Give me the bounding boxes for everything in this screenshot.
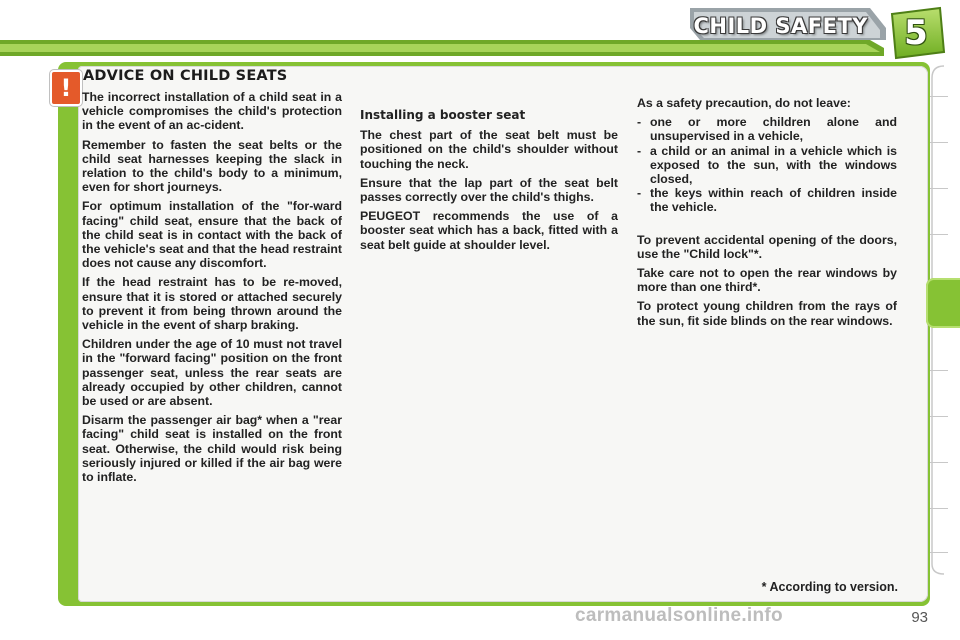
paragraph: Disarm the passenger air bag* when a "rear facing" child seat is installed on the front seat. Otherwise, the child would risk being seriously injured or killed if the air bag were to inflate.	[82, 413, 342, 485]
emphasis: keeping the slack	[215, 151, 325, 166]
list-item: - a child or an animal in a vehicle which is exposed to the sun, with the windows closed,	[637, 144, 897, 187]
tab-divider	[930, 462, 948, 463]
footnote: * According to version.	[761, 580, 898, 594]
chapter-number-badge: 5	[904, 13, 928, 53]
tab-divider	[930, 188, 948, 189]
tab-divider	[930, 234, 948, 235]
emphasis: to a minimum	[253, 166, 339, 181]
paragraph-intro: As a safety precaution, do not leave:	[637, 96, 851, 110]
column-right	[637, 96, 897, 333]
tab-divider	[930, 416, 948, 417]
text-run: For optimum installation of the "for-ward facing" child seat, ensure that	[82, 199, 342, 228]
text-run: Remember to fasten the seat belts or the child seat harnesses	[82, 137, 342, 166]
paragraph: Children under the age of 10 must not travel in the "forward facing" position on the front passenger seat, unless the rear seats are already occupied by other children, cannot be used or are absent.	[82, 337, 342, 409]
text-run: is in contact with the back of the vehicle's seat and that the head restraint does not cause any discomfort.	[82, 227, 342, 271]
tab-divider	[930, 96, 948, 97]
paragraph: PEUGEOT recommends the use of a booster seat which has a back, fitted with a seat belt guide at shoulder level.	[360, 209, 618, 252]
warning-icon	[50, 70, 82, 106]
paragraph	[82, 199, 342, 270]
precaution-list	[637, 115, 897, 214]
paragraph: To protect young children from the rays of the sun, fit side blinds on the rear windows.	[637, 299, 897, 328]
paragraph: The chest part of the seat belt must be positioned on the child's shoulder without touching the neck.	[360, 128, 618, 171]
subheading-booster-seat: Installing a booster seat	[360, 108, 526, 122]
list-item: - the keys within reach of children inside the vehicle.	[637, 186, 897, 214]
page-number: 93	[911, 609, 928, 626]
watermark: carmanualsonline.info	[575, 605, 783, 626]
column-left	[82, 90, 342, 489]
text-run: in relation to the child's body	[82, 151, 342, 181]
column-middle	[360, 108, 618, 257]
tab-divider	[930, 142, 948, 143]
tab-divider	[930, 508, 948, 509]
chapter-tab-active[interactable]	[926, 278, 960, 328]
paragraph: Take care not to open the rear windows by more than one third*.	[637, 266, 897, 295]
paragraph: The incorrect installation of a child seat in a vehicle compromises the child's protection in the event of an ac-cident.	[82, 90, 342, 133]
tab-divider	[930, 370, 948, 371]
paragraph: To prevent accidental opening of the doors, use the "Child lock"*.	[637, 232, 897, 261]
text-run: , even for short journeys.	[82, 166, 342, 195]
section-title: ADVICE ON CHILD SEATS	[83, 68, 288, 84]
list-item: - one or more children alone and unsupervised in a vehicle,	[637, 115, 897, 143]
warning-glyph: !	[60, 74, 72, 102]
paragraph	[82, 138, 342, 195]
paragraph: Ensure that the lap part of the seat belt passes correctly over the child's thighs.	[360, 175, 618, 205]
tab-divider	[930, 552, 948, 553]
emphasis: the back of the child seat	[82, 213, 342, 242]
chapter-title: CHILD SAFETY	[693, 14, 868, 38]
paragraph: If the head restraint has to be re-moved, ensure that it is stored or attached securely to prevent it from being thrown around the vehicle in the event of sharp braking.	[82, 275, 342, 333]
